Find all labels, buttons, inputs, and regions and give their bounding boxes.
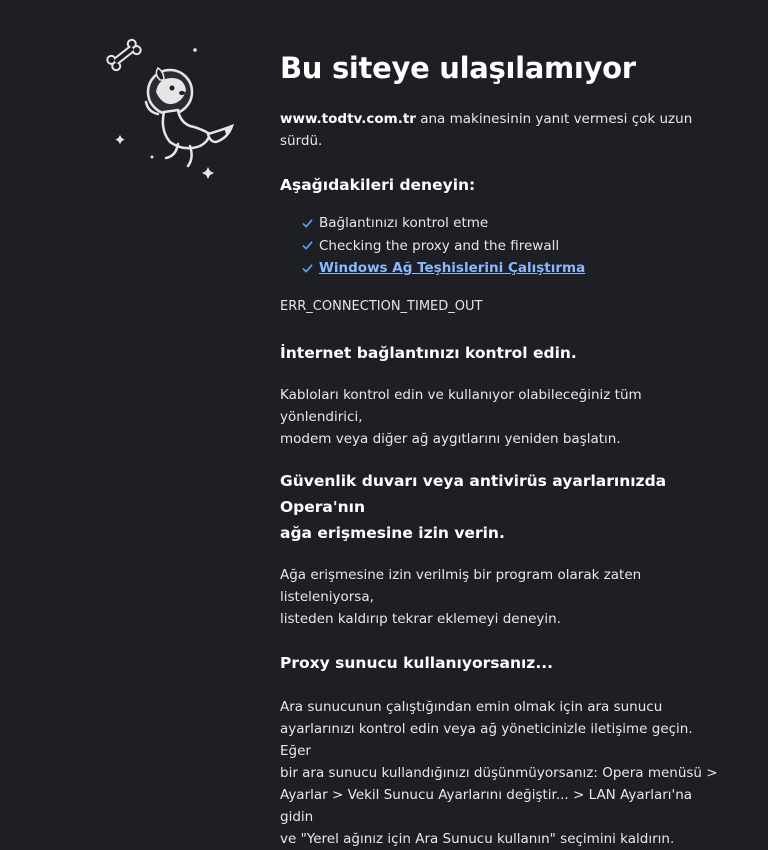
astronaut-dog-illustration [100,30,250,180]
firewall-heading [280,468,720,546]
suggestion-list [280,212,720,280]
proxy-body [280,696,720,850]
check-icon [302,218,313,229]
suggestion-label: Bağlantınızı kontrol etme [319,215,489,231]
proxy-body-line: Ayarlar > Vekil Sunucu Ayarlarını değiştir... > LAN Ayarları'na gidin [280,786,693,825]
check-icon [302,263,313,274]
firewall-body [280,564,720,630]
host-name: www.todtv.com.tr [280,111,416,127]
internet-body-line: Kabloları kontrol edin ve kullanıyor olabileceğiniz tüm yönlendirici, [280,386,642,425]
try-heading: Aşağıdakileri deneyin: [280,176,476,194]
firewall-heading-line: Güvenlik duvarı veya antivirüs ayarlarınızda Opera'nın [280,471,667,516]
suggestion-item [302,257,720,280]
error-summary [280,108,720,152]
firewall-body-line: Ağa erişmesine izin verilmiş bir program olarak zaten listeleniyorsa, [280,566,642,605]
error-summary-text: ana makinesinin yanıt vermesi çok uzun sürdü. [280,111,693,149]
network-diagnostics-link[interactable]: Windows Ağ Teşhislerini Çalıştırma [319,260,586,276]
internet-body [280,384,720,450]
proxy-body-line: Ara sunucunun çalıştığından emin olmak için ara sunucu [280,698,663,715]
suggestion-label: Checking the proxy and the firewall [319,237,560,254]
proxy-body-line: ve "Yerel ağınız için Ara Sunucu kullanın" seçimini kaldırın. [280,830,675,847]
page-title: Bu siteye ulaşılamıyor [280,51,636,85]
check-icon [302,240,313,251]
error-code: ERR_CONNECTION_TIMED_OUT [280,298,483,314]
error-content [280,48,720,850]
suggestion-item [302,235,720,258]
proxy-body-line: bir ara sunucu kullandığınızı düşünmüyorsanız: Opera menüsü > [280,764,718,781]
firewall-body-line: listeden kaldırıp tekrar eklemeyi deneyin. [280,610,562,627]
bone-icon [106,38,143,72]
proxy-body-line: ayarlarınızı kontrol edin veya ağ yöneticinizle iletişime geçin. Eğer [280,720,693,759]
firewall-heading-line: ağa erişmesine izin verin. [280,523,505,542]
astronaut-dog-icon [100,30,250,180]
internet-body-line: modem veya diğer ağ aygıtlarını yeniden başlatın. [280,430,621,447]
suggestion-item [302,212,720,235]
proxy-heading: Proxy sunucu kullanıyorsanız... [280,653,553,672]
internet-heading: İnternet bağlantınızı kontrol edin. [280,343,577,362]
